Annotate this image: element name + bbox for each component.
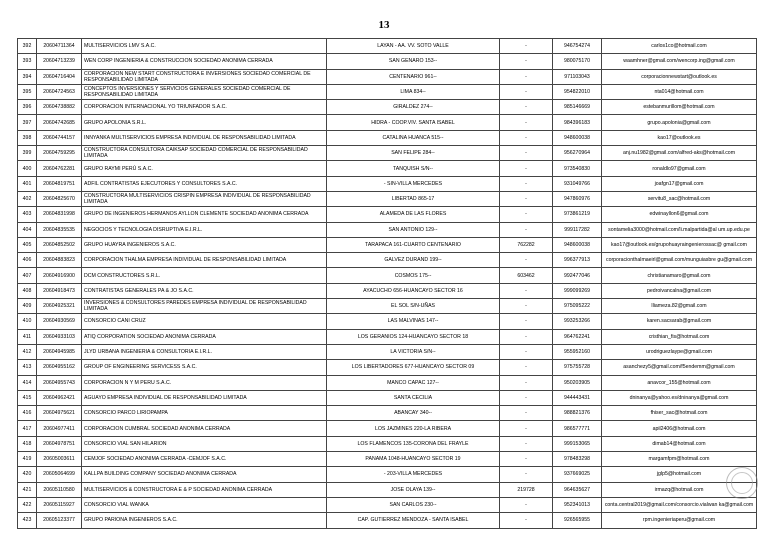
table-row (18, 497, 757, 512)
table-row (18, 329, 757, 344)
table-row (18, 176, 757, 191)
email-cell: joafgn17@gmail.com (602, 176, 757, 191)
email-cell: estebanmurillom@hotmail.com (602, 100, 757, 115)
phone-cell: - (500, 69, 553, 84)
mobile-cell: 986577771 (553, 421, 602, 436)
address-cell: GALVEZ DURAND 199-- (327, 253, 500, 268)
address-cell: LOS JAZMINES 220-LA RIBERA (327, 421, 500, 436)
company-name-cell: CORPORACION THALMA EMPRESA INDIVIDUAL DE RESPONSABILIDAD LIMITADA (82, 253, 327, 268)
mobile-cell: 955952160 (553, 344, 602, 359)
address-cell: ALAMEDA DE LAS FLORES (327, 207, 500, 222)
address-cell: AYACUCHO 656-HUANCAYO SECTOR 16 (327, 283, 500, 298)
mobile-cell: 931049766 (553, 176, 602, 191)
address-cell: TANQUISH S/N-- (327, 161, 500, 176)
row-number: 405 (18, 237, 37, 252)
row-number: 401 (18, 176, 37, 191)
address-cell: CATALINA HUANCA 515-- (327, 130, 500, 145)
row-number: 392 (18, 39, 37, 54)
phone-cell: - (500, 283, 553, 298)
phone-cell: - (500, 390, 553, 405)
company-name-cell: WEN CORP INGENIERIA & CONSTRUCCION SOCIEDAD ANONIMA CERRADA (82, 54, 327, 69)
ruc-cell: 20604933103 (37, 329, 82, 344)
company-name-cell: MULTISERVICIOS LMV S.A.C. (82, 39, 327, 54)
address-cell: ABANCAY 340-- (327, 406, 500, 421)
phone-cell: - (500, 406, 553, 421)
ruc-cell: 20604925321 (37, 299, 82, 314)
mobile-cell: 956270964 (553, 146, 602, 161)
mobile-cell: 926565955 (553, 513, 602, 528)
address-cell: JOSE OLAYA 139-- (327, 482, 500, 497)
mobile-cell: 946754274 (553, 39, 602, 54)
email-cell: servitu8_sac@hotmail.com (602, 191, 757, 206)
table-row (18, 100, 757, 115)
row-number: 416 (18, 406, 37, 421)
address-cell: LIBERTAD 865-17 (327, 191, 500, 206)
table-row (18, 191, 757, 206)
ruc-cell: 20604978751 (37, 436, 82, 451)
ruc-cell: 20604962421 (37, 390, 82, 405)
ruc-cell: 20604738882 (37, 100, 82, 115)
email-cell: margamfpm@hotmail.com (602, 452, 757, 467)
phone-cell: - (500, 207, 553, 222)
phone-cell: - (500, 513, 553, 528)
company-name-cell: GRUPO HUAYRA INGENIEROS S.A.C. (82, 237, 327, 252)
phone-cell: 219728 (500, 482, 553, 497)
ruc-cell: 20604977411 (37, 421, 82, 436)
row-number: 393 (18, 54, 37, 69)
mobile-cell: 993253266 (553, 314, 602, 329)
row-number: 423 (18, 513, 37, 528)
address-cell: SAN GENARO 153-- (327, 54, 500, 69)
address-cell: HIDRA - COOP.VIV. SANTA ISABEL (327, 115, 500, 130)
ruc-cell: 20605003611 (37, 452, 82, 467)
email-cell: jglp5@hotmail.com (602, 467, 757, 482)
ruc-cell: 20604742685 (37, 115, 82, 130)
email-cell: ronaldlo97@gmail.com (602, 161, 757, 176)
ruc-cell: 20604819751 (37, 176, 82, 191)
mobile-cell: 999117282 (553, 222, 602, 237)
row-number: 399 (18, 146, 37, 161)
row-number: 418 (18, 436, 37, 451)
address-cell: CENTENARIO 961-- (327, 69, 500, 84)
address-cell: GIRALDEZ 274-- (327, 100, 500, 115)
mobile-cell: 984396183 (553, 115, 602, 130)
company-name-cell: CONSORCIO CANI CRUZ (82, 314, 327, 329)
company-name-cell: CORPORACION CUMBRAL SOCIEDAD ANONIMA CERRADA (82, 421, 327, 436)
table-row (18, 452, 757, 467)
table-row (18, 436, 757, 451)
address-cell: MANCO CAPAC 127-- (327, 375, 500, 390)
phone-cell: - (500, 360, 553, 375)
phone-cell: - (500, 253, 553, 268)
email-cell: cristhian_fis@hotmail.com (602, 329, 757, 344)
mobile-cell: 952341013 (553, 497, 602, 512)
phone-cell: - (500, 497, 553, 512)
address-cell: EL SOL S/N-UÑAS (327, 299, 500, 314)
phone-cell: - (500, 176, 553, 191)
mobile-cell: 948600038 (553, 130, 602, 145)
ruc-cell: 20604930569 (37, 314, 82, 329)
mobile-cell: 954822010 (553, 84, 602, 99)
company-name-cell: ATIQ CORPORATION SOCIEDAD ANONIMA CERRADA (82, 329, 327, 344)
phone-cell: - (500, 329, 553, 344)
table-row (18, 39, 757, 54)
email-cell: anj.nu1982@gmail.com/alfred-aks@hotmail.com (602, 146, 757, 161)
row-number: 403 (18, 207, 37, 222)
email-cell: kao17@outlook.es (602, 130, 757, 145)
company-name-cell: MULTISERVICIOS & CONSTRUCTORA E & P SOCIEDAD ANONIMA CERRADA (82, 482, 327, 497)
address-cell: TARAPACA 161-CUARTO CENTENARIO (327, 237, 500, 252)
row-number: 414 (18, 375, 37, 390)
ruc-cell: 20604916900 (37, 268, 82, 283)
company-name-cell: DCM CONSTRUCTORES S.R.L. (82, 268, 327, 283)
phone-cell: - (500, 100, 553, 115)
email-cell: sontamelia3000@hotmail.com/li.malpartida@al um.up.edu.pe (602, 222, 757, 237)
company-name-cell: GROUP OF ENGINEERING SERVICESS S.A.C. (82, 360, 327, 375)
ruc-cell: 20604883823 (37, 253, 82, 268)
company-name-cell: CONSORCIO PARCO LIRIOPAMPA (82, 406, 327, 421)
row-number: 411 (18, 329, 37, 344)
company-name-cell: GRUPO RAYMI PERÚ S.A.C. (82, 161, 327, 176)
table-row (18, 299, 757, 314)
row-number: 412 (18, 344, 37, 359)
table-row (18, 360, 757, 375)
row-number: 415 (18, 390, 37, 405)
address-cell: LAYAN - AA. VV. SOTO VALLE (327, 39, 500, 54)
company-name-cell: GRUPO PARIONA INGENIEROS S.A.C. (82, 513, 327, 528)
table-row (18, 207, 757, 222)
email-cell: anavcor_155@hotmail.com (602, 375, 757, 390)
email-cell: dninanya@yahoo.es/dninanya@gmail.com (602, 390, 757, 405)
email-cell: irmazq@hotmail.com (602, 482, 757, 497)
ruc-cell: 20604945985 (37, 344, 82, 359)
row-number: 420 (18, 467, 37, 482)
row-number: 398 (18, 130, 37, 145)
phone-cell: - (500, 161, 553, 176)
phone-cell: - (500, 130, 553, 145)
company-name-cell: CONSTRUCTORA CONSULTORA CAIKSAP SOCIEDAD COMERCIAL DE RESPONSABILIDAD LIMITADA (82, 146, 327, 161)
company-name-cell: GRUPO APOLONIA S.R.L. (82, 115, 327, 130)
mobile-cell: 988821376 (553, 406, 602, 421)
ruc-cell: 20605064699 (37, 467, 82, 482)
address-cell: LA VICTORIA S/N-- (327, 344, 500, 359)
address-cell: PANAMA 1048-HUANCAYO SECTOR 19 (327, 452, 500, 467)
email-cell: kao17@outlook.es/grupohuayraingenierossac@ gmail.com (602, 237, 757, 252)
address-cell: LOS FLAMENCOS 135-CORONA DEL FRAYLE (327, 436, 500, 451)
phone-cell: 603462 (500, 268, 553, 283)
mobile-cell: 973540830 (553, 161, 602, 176)
mobile-cell: 992477046 (553, 268, 602, 283)
ruc-cell: 20604759295 (37, 146, 82, 161)
phone-cell: - (500, 299, 553, 314)
row-number: 396 (18, 100, 37, 115)
phone-cell: - (500, 84, 553, 99)
company-name-cell: CORPORACION INTERNACIONAL YO TRIUNFADOR S.A.C. (82, 100, 327, 115)
mobile-cell: 999099269 (553, 283, 602, 298)
email-cell: dimab14@hotmail.com (602, 436, 757, 451)
company-name-cell: KALLPA BUILDING COMPANY SOCIEDAD ANONIMA CERRADA (82, 467, 327, 482)
address-cell: SAN ANTONIO 129-- (327, 222, 500, 237)
page-number: 13 (378, 19, 390, 31)
address-cell: - 203-VILLA MERCEDES (327, 467, 500, 482)
row-number: 417 (18, 421, 37, 436)
mobile-cell: 973861219 (553, 207, 602, 222)
row-number: 394 (18, 69, 37, 84)
email-cell: asanchezy5@gmail.com/f5endemm@gmail.com (602, 360, 757, 375)
email-cell: pedroivancalna@gmail.com (602, 283, 757, 298)
ruc-cell: 20604831998 (37, 207, 82, 222)
email-cell: carlos1co@hotmail.com (602, 39, 757, 54)
table-row (18, 513, 757, 528)
email-cell: waamhner@gmail.com/wencorp.ing@gmail.com (602, 54, 757, 69)
email-cell: grupo.apolonia@gmail.com (602, 115, 757, 130)
phone-cell: - (500, 344, 553, 359)
company-name-cell: CONTRATISTAS GENERALES PA & JO S.A.C. (82, 283, 327, 298)
row-number: 395 (18, 84, 37, 99)
address-cell: SAN FELIPE 284-- (327, 146, 500, 161)
phone-cell: - (500, 39, 553, 54)
address-cell: SANTA CECILIA (327, 390, 500, 405)
phone-cell: - (500, 115, 553, 130)
mobile-cell: 975095222 (553, 299, 602, 314)
table-row (18, 482, 757, 497)
address-cell: CAP. GUTIERREZ MENDOZA - SANTA ISABEL (327, 513, 500, 528)
company-name-cell: CONSORCIO VIAL WANKA (82, 497, 327, 512)
phone-cell: - (500, 467, 553, 482)
table-row (18, 283, 757, 298)
table-row (18, 69, 757, 84)
phone-cell: - (500, 191, 553, 206)
table-row (18, 84, 757, 99)
official-seal-stamp (726, 467, 758, 499)
row-number: 413 (18, 360, 37, 375)
email-cell: fhiser_sac@hotmail.com (602, 406, 757, 421)
mobile-cell: 944443431 (553, 390, 602, 405)
mobile-cell: 948600038 (553, 237, 602, 252)
table-row (18, 467, 757, 482)
phone-cell: - (500, 421, 553, 436)
phone-cell: - (500, 375, 553, 390)
row-number: 421 (18, 482, 37, 497)
table-row (18, 314, 757, 329)
phone-cell: - (500, 452, 553, 467)
mobile-cell: 996377913 (553, 253, 602, 268)
phone-cell: 762282 (500, 237, 553, 252)
email-cell: rpm.ingenieriaperu@gmail.com (602, 513, 757, 528)
ruc-cell: 20604724563 (37, 84, 82, 99)
table-row (18, 146, 757, 161)
mobile-cell: 975755728 (553, 360, 602, 375)
mobile-cell: 999153065 (553, 436, 602, 451)
company-name-cell: INVERSIONES & CONSULTORES PAREDES EMPRESA INDIVIDUAL DE RESPONSABILIDAD LIMITADA (82, 299, 327, 314)
ruc-cell: 20604975621 (37, 406, 82, 421)
address-cell: LOS LIBERTADORES 677-HUANCAYO SECTOR 09 (327, 360, 500, 375)
ruc-cell: 20604918473 (37, 283, 82, 298)
ruc-cell: 20604955162 (37, 360, 82, 375)
mobile-cell: 978483298 (553, 452, 602, 467)
mobile-cell: 950203905 (553, 375, 602, 390)
email-cell: conta.central2019@gmail.com/consorcio.vialwan ka@gmail.com (602, 497, 757, 512)
table-row (18, 406, 757, 421)
mobile-cell: 985146669 (553, 100, 602, 115)
table-row (18, 390, 757, 405)
ruc-cell: 20604744157 (37, 130, 82, 145)
row-number: 400 (18, 161, 37, 176)
phone-cell: - (500, 54, 553, 69)
company-name-cell: CONCEPTOS INVERSIONES Y SERVICIOS GENERALES SOCIEDAD COMERCIAL DE RESPONSABILIDAD LIMITADA (82, 84, 327, 99)
company-name-cell: CORPORACION NEW START CONSTRUCTORA E INVERSIONES SOCIEDAD COMERCIAL DE RESPONSABILIDAD LIMITADA (82, 69, 327, 84)
table-row (18, 161, 757, 176)
company-registry-table (17, 38, 757, 529)
ruc-cell: 20605110580 (37, 482, 82, 497)
company-name-cell: JLYD URBANA INGENIERIA & CONSULTORIA E.I.R.L. (82, 344, 327, 359)
ruc-cell: 20604762281 (37, 161, 82, 176)
table-row (18, 253, 757, 268)
row-number: 404 (18, 222, 37, 237)
address-cell: - SIN-VILLA MERCEDES (327, 176, 500, 191)
phone-cell: - (500, 146, 553, 161)
row-number: 409 (18, 299, 37, 314)
address-cell: LAS MALVINAS 147-- (327, 314, 500, 329)
table-row (18, 115, 757, 130)
table-row (18, 375, 757, 390)
company-name-cell: CEMJOF SOCIEDAD ANONIMA CERRADA -CEMJOF S.A.C. (82, 452, 327, 467)
email-cell: karen.sacsarab@gmail.com (602, 314, 757, 329)
mobile-cell: 964762241 (553, 329, 602, 344)
table-row (18, 130, 757, 145)
row-number: 407 (18, 268, 37, 283)
table-row (18, 222, 757, 237)
company-name-cell: NEGOCIOS Y TECNOLOGIA DISRUPTIVA E.I.R.L. (82, 222, 327, 237)
email-cell: lliameza.82@gmail.com (602, 299, 757, 314)
row-number: 410 (18, 314, 37, 329)
company-name-cell: INNYANKA MULTISERVICIOS EMPRESA INDIVIDUAL DE RESPONSABILIDAD LIMITADA (82, 130, 327, 145)
company-name-cell: GRUPO DE INGENIEROS HERMANOS AYLLON CLEMENTE SOCIEDAD ANONIMA CERRADA (82, 207, 327, 222)
email-cell: christianamaro@gmail.com (602, 268, 757, 283)
email-cell: urodriguezlaype@gmail.com (602, 344, 757, 359)
phone-cell: - (500, 436, 553, 451)
row-number: 406 (18, 253, 37, 268)
address-cell: LOS GERANIOS 124-HUANCAYO SECTOR 18 (327, 329, 500, 344)
ruc-cell: 20604713239 (37, 54, 82, 69)
company-name-cell: CONSTRUCTORA MULTISERVICIOS CRISPIN EMPRESA INDIVIDUAL DE RESPONSABILIDAD LIMITADA (82, 191, 327, 206)
ruc-cell: 20604716404 (37, 69, 82, 84)
row-number: 397 (18, 115, 37, 130)
address-cell: LIMA 834-- (327, 84, 500, 99)
phone-cell: - (500, 314, 553, 329)
ruc-cell: 20604955743 (37, 375, 82, 390)
table-row (18, 54, 757, 69)
email-cell: edwinayllon6@gmail.com (602, 207, 757, 222)
row-number: 402 (18, 191, 37, 206)
mobile-cell: 980075170 (553, 54, 602, 69)
mobile-cell: 971103043 (553, 69, 602, 84)
company-name-cell: CORPORACION N Y M PERU S.A.C. (82, 375, 327, 390)
email-cell: nta014@hotmail.com (602, 84, 757, 99)
company-name-cell: AGUAYO EMPRESA INDIVIDUAL DE RESPONSABILIDAD LIMITADA (82, 390, 327, 405)
table-row (18, 237, 757, 252)
email-cell: apil2406@hotmail.com (602, 421, 757, 436)
ruc-cell: 20605115927 (37, 497, 82, 512)
row-number: 422 (18, 497, 37, 512)
mobile-cell: 937669025 (553, 467, 602, 482)
mobile-cell: 964635627 (553, 482, 602, 497)
phone-cell: - (500, 222, 553, 237)
table-row (18, 421, 757, 436)
table-row (18, 268, 757, 283)
email-cell: corporacionthalmaeirl@gmail.com/munguiasbre gu@gmail.com (602, 253, 757, 268)
ruc-cell: 20604825670 (37, 191, 82, 206)
mobile-cell: 947860976 (553, 191, 602, 206)
ruc-cell: 20604835535 (37, 222, 82, 237)
row-number: 419 (18, 452, 37, 467)
row-number: 408 (18, 283, 37, 298)
company-name-cell: ADFIL CONTRATISTAS EJECUTORES Y CONSULTORES S.A.C. (82, 176, 327, 191)
company-name-cell: CONSORCIO VIAL SAN HILARION (82, 436, 327, 451)
address-cell: SAN CARLOS 230-- (327, 497, 500, 512)
table-row (18, 344, 757, 359)
ruc-cell: 20604852502 (37, 237, 82, 252)
ruc-cell: 20605123377 (37, 513, 82, 528)
address-cell: COSMOS 175-- (327, 268, 500, 283)
email-cell: corporacionnewstart@outlook.es (602, 69, 757, 84)
ruc-cell: 20604711364 (37, 39, 82, 54)
